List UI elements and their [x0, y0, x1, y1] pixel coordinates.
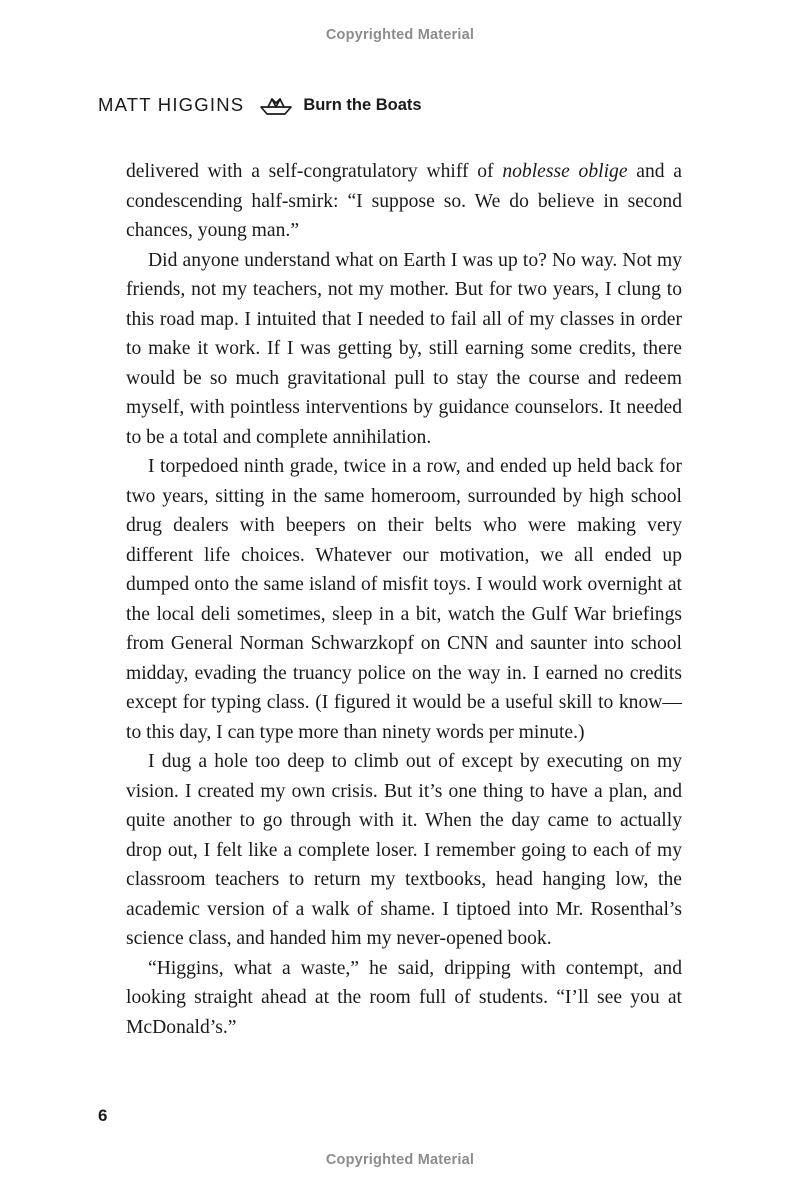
paragraph-5: “Higgins, what a waste,” he said, dripping with contempt, and looking straight ahead at the room full of students. “I’ll see you at McDonald’s.” — [126, 957, 682, 1038]
paper-boat-icon — [258, 93, 294, 117]
running-head-title: Burn the Boats — [303, 95, 422, 114]
italic-phrase: noblesse oblige — [502, 161, 628, 182]
page-number: 6 — [98, 1106, 108, 1125]
body-text — [126, 157, 682, 1042]
copyright-watermark-top: Copyrighted Material — [325, 27, 475, 43]
running-head-author: MATT HIGGINS — [98, 94, 245, 115]
paragraph-3: I torpedoed ninth grade, twice in a row, and ended up held back for two years, sitting in the same homeroom, surrounded by high school drug dealers with beepers on their belts who were making very different life choices. Whatever our motivation, we all ended up dumped onto the same island of misfit toys. I would work overnight at the local deli sometimes, sleep in a bit, watch the Gulf War briefings from General Norman Schwarzkopf on CNN and saunter into school midday, evading the truancy police on the way in. I earned no credits except for typing class. (I figured it would be a useful skill to know—to this day, I can type more than ninety words per minute.) — [126, 456, 682, 743]
copyright-watermark-bottom: Copyrighted Material — [325, 1152, 475, 1168]
paragraph-1: delivered with a self-congratulatory whiff of noblesse oblige and a condescending half-smirk: “I suppose so. We do believe in second chances, young man.” — [126, 161, 682, 241]
paragraph-4: I dug a hole too deep to climb out of except by executing on my vision. I created my own crisis. But it’s one thing to have a plan, and quite another to go through with it. When the day came to actually drop out, I felt like a complete loser. I remember going to each of my classroom teachers to return my textbooks, head hanging low, the academic version of a walk of shame. I tiptoed into Mr. Rosenthal’s science class, and handed him my never-opened book. — [126, 751, 682, 949]
paragraph-2: Did anyone understand what on Earth I was up to? No way. Not my friends, not my teachers, not my mother. But for two years, I clung to this road map. I intuited that I needed to fail all of my classes in order to make it work. If I was getting by, still earning some credits, there would be so much gravitational pull to stay the course and redeem myself, with pointless interventions by guidance counselors. It needed to be a total and complete annihilation. — [126, 249, 682, 448]
running-head — [98, 92, 422, 118]
